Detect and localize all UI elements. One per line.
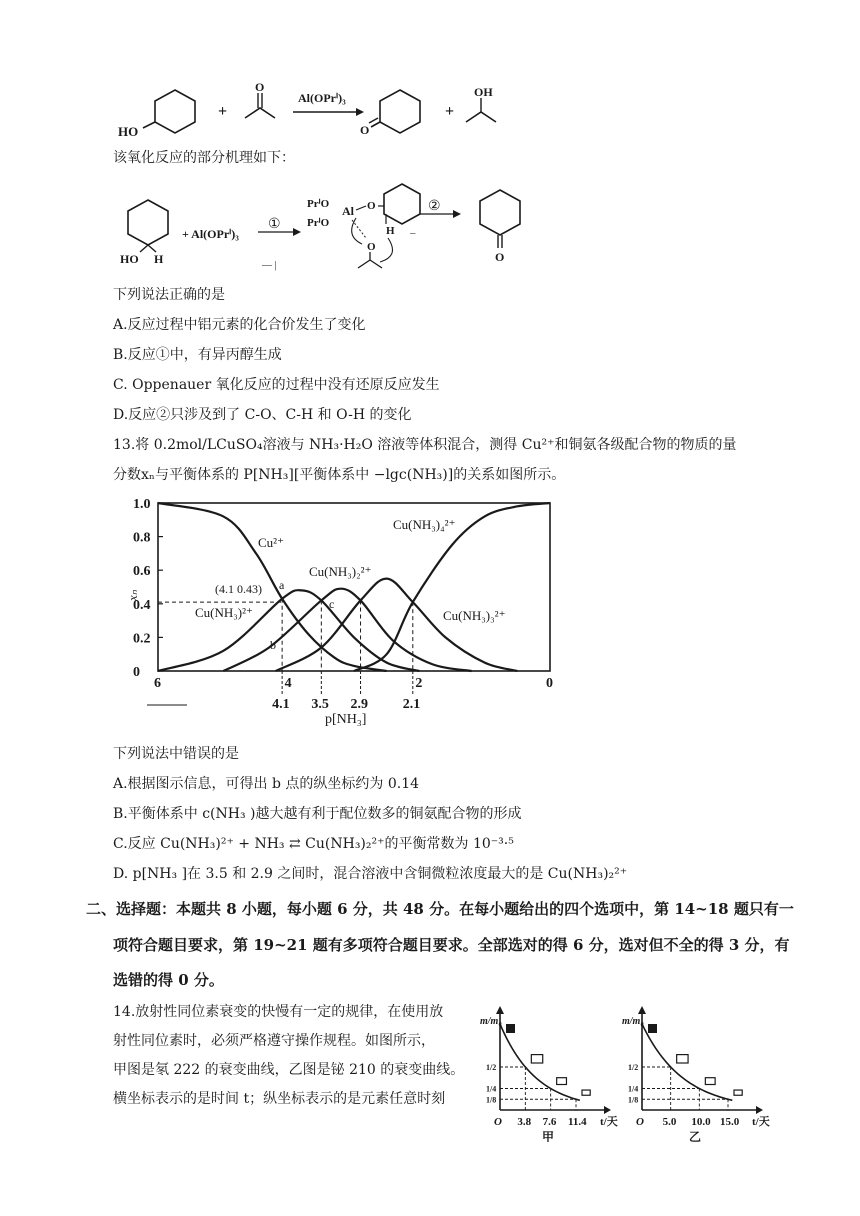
intermediate-al: Al: [342, 204, 354, 218]
svg-text:+: +: [445, 103, 455, 120]
q13-line1: 13.将 0.2mol/LCuSO₄溶液与 NH₃·H₂O 溶液等体积混合，测得 Cu²⁺和铜氨各级配合物的物质的量: [113, 437, 737, 453]
x-tick-label: 10.0: [691, 1116, 711, 1128]
intermediate-ring: [384, 184, 420, 224]
x-tick-label: 5.0: [662, 1116, 677, 1128]
y-tick-label: 1/2: [628, 1063, 639, 1072]
x-axis-arrow: [604, 1106, 611, 1114]
x-axis-label: p[NH₃]: [325, 712, 367, 727]
mechanism-diagram: [110, 176, 540, 274]
x-tick-label: 0: [546, 676, 553, 691]
cyclohexanol-ring: [155, 90, 195, 133]
intermediate-h: H: [386, 225, 395, 237]
section2-line1: 二、选择题：本题共 8 小题，每小题 6 分，共 48 分。在每小题给出的四个选项中，第 14~18 题只有一: [86, 900, 794, 918]
series-label-cu-nh3: Cu(NH₃)²⁺: [195, 605, 253, 620]
mechanism-product-ring: [480, 190, 520, 235]
mechanism-h: H: [154, 252, 164, 266]
x-subtick-label: 3.5: [311, 697, 329, 712]
q13-option-a: A.根据图示信息，可得出 b 点的纵坐标约为 0.14: [113, 776, 420, 792]
y-tick-label: 0.8: [133, 530, 151, 546]
point-b-label: b: [270, 638, 276, 652]
reagent-label: Al(OPrⁱ)₃: [298, 91, 346, 105]
x-tick-label: O: [636, 1116, 644, 1128]
q12-option-d: D.反应②只涉及到了 C-O、C-H 和 O-H 的变化: [113, 407, 412, 423]
x-tick-label: 11.4: [568, 1116, 587, 1128]
x-axis-label: t/天: [752, 1116, 770, 1128]
y-tick-label: 0.4: [133, 597, 151, 613]
y-tick-label: 1/8: [628, 1095, 639, 1105]
svg-text:+: +: [218, 103, 228, 120]
y-tick-label: 1.0: [133, 497, 151, 512]
y-tick-label: 0.6: [133, 564, 151, 580]
sample-marker: [557, 1078, 567, 1085]
q12-option-c: C. Oppenauer 氧化反应的过程中没有还原反应发生: [113, 377, 440, 393]
point-a-coord: (4.1 0.43): [215, 582, 262, 596]
y-axis-label: m/m₀: [622, 1016, 644, 1027]
y-axis-label: m/m₀: [480, 1016, 502, 1027]
step1-label: ①: [268, 217, 281, 232]
reactant-ho: HO: [118, 124, 139, 139]
q13-option-b: B.平衡体系中 c(NH₃ )越大越有利于配位数多的铜氨配合物的形成: [113, 806, 522, 822]
q13-option-c: C.反应 Cu(NH₃)²⁺ + NH₃ ⇄ Cu(NH₃)₂²⁺的平衡常数为 10⁻³·⁵: [113, 836, 514, 852]
y-axis-arrow: [496, 1006, 504, 1014]
svg-text:–: –: [410, 227, 416, 239]
decay-chart-yi: [620, 1002, 780, 1142]
y-axis-arrow: [638, 1006, 646, 1014]
initial-sample-marker: [648, 1024, 657, 1033]
svg-text:O: O: [255, 80, 265, 94]
q14-line4: 横坐标表示的是时间 t；纵坐标表示的是元素任意时刻: [113, 1091, 446, 1107]
x-subtick-label: 2.9: [350, 697, 369, 712]
initial-sample-marker: [506, 1024, 515, 1033]
series-label-cu-nh3-2: Cu(NH₃)₂²⁺: [309, 564, 372, 579]
sample-marker: [734, 1090, 742, 1095]
intermediate-pro1: PrⁱO: [307, 198, 330, 210]
x-tick-label: 4: [284, 676, 292, 691]
decay-chart-jia: [478, 1002, 618, 1142]
product-o: O: [360, 123, 370, 137]
q13-line2: 分数xₙ与平衡体系的 P[NH₃][平衡体系中 −lgc(NH₃)]的关系如图所示。: [113, 467, 566, 483]
step2-label: ②: [428, 199, 441, 214]
x-axis-arrow: [756, 1106, 763, 1114]
isopropanol-skeleton: [466, 112, 496, 122]
q13-stem: 下列说法中错误的是: [113, 746, 239, 762]
section2-line3: 选错的得 0 分。: [113, 971, 224, 989]
mechanism-product-o: O: [495, 250, 505, 264]
y-tick-label: 1/2: [486, 1063, 497, 1072]
reaction-scheme: [110, 80, 540, 142]
x-subtick-label: 2.1: [402, 697, 421, 712]
intermediate-o1: O: [367, 200, 376, 212]
q12-stem: 下列说法正确的是: [113, 287, 225, 303]
y-tick-label: 0: [133, 665, 140, 680]
intermediate-o2: O: [367, 241, 376, 253]
q14-line3: 甲图是氡 222 的衰变曲线，乙图是铋 210 的衰变曲线。: [113, 1062, 465, 1078]
svg-text:— |: — |: [262, 260, 277, 271]
x-tick-label: 6: [154, 676, 161, 691]
intermediate-pro2: PrⁱO: [307, 217, 330, 229]
byproduct-oh: OH: [474, 85, 493, 99]
sample-marker: [677, 1055, 688, 1063]
x-tick-label: 7.6: [542, 1116, 557, 1128]
mechanism-reagent: + Al(OPrⁱ)₃: [182, 227, 239, 241]
acetone-skeleton: [245, 108, 275, 118]
y-tick-label: 0.2: [133, 631, 151, 647]
x-subtick-label: 4.1: [272, 697, 290, 712]
y-tick-label: 1/4: [628, 1084, 639, 1094]
series-label-cu: Cu²⁺: [258, 535, 284, 550]
sample-marker: [705, 1078, 715, 1085]
q13-option-d: D. p[NH₃ ]在 3.5 和 2.9 之间时，混合溶液中含铜微粒浓度最大的是 Cu(NH₃)₂²⁺: [113, 866, 628, 882]
series-label-cu-nh3-3: Cu(NH₃)₃²⁺: [443, 608, 506, 623]
x-axis-label: t/天: [600, 1116, 618, 1128]
series-label-cu-nh3-4: Cu(NH₃)₄²⁺: [393, 517, 456, 532]
q12-option-a: A.反应过程中铝元素的化合价发生了变化: [113, 317, 366, 333]
mechanism-reactant-ring: [128, 200, 168, 245]
q12-option-b: B.反应①中，有异丙醇生成: [113, 347, 282, 363]
x-tick-label: 2: [415, 676, 423, 691]
y-tick-label: 1/4: [486, 1084, 497, 1094]
x-tick-label: 3.8: [517, 1116, 532, 1128]
q13-distribution-chart: [125, 493, 565, 733]
y-tick-label: 1/8: [486, 1095, 497, 1105]
chart-title: 乙: [689, 1130, 702, 1142]
chart-title: 甲: [542, 1130, 555, 1142]
sample-marker: [582, 1090, 590, 1095]
y-axis-label: xₙ: [125, 590, 140, 601]
cyclohexanone-ring: [380, 90, 420, 133]
sample-marker: [531, 1055, 542, 1063]
q14-line1: 14.放射性同位素衰变的快慢有一定的规律，在使用放: [113, 1004, 444, 1020]
mechanism-ho: HO: [120, 252, 139, 266]
mechanism-intro: 该氧化反应的部分机理如下：: [113, 150, 295, 166]
x-tick-label: 15.0: [720, 1116, 740, 1128]
x-tick-label: O: [494, 1116, 502, 1128]
point-a-label: a: [279, 578, 285, 592]
point-c-label: c: [329, 597, 335, 611]
q14-line2: 射性同位素时，必须严格遵守操作规程。如图所示，: [113, 1033, 435, 1049]
section2-line2: 项符合题目要求，第 19~21 题有多项符合题目要求。全部选对的得 6 分，选对但不全的得 3 分，有: [113, 936, 790, 954]
